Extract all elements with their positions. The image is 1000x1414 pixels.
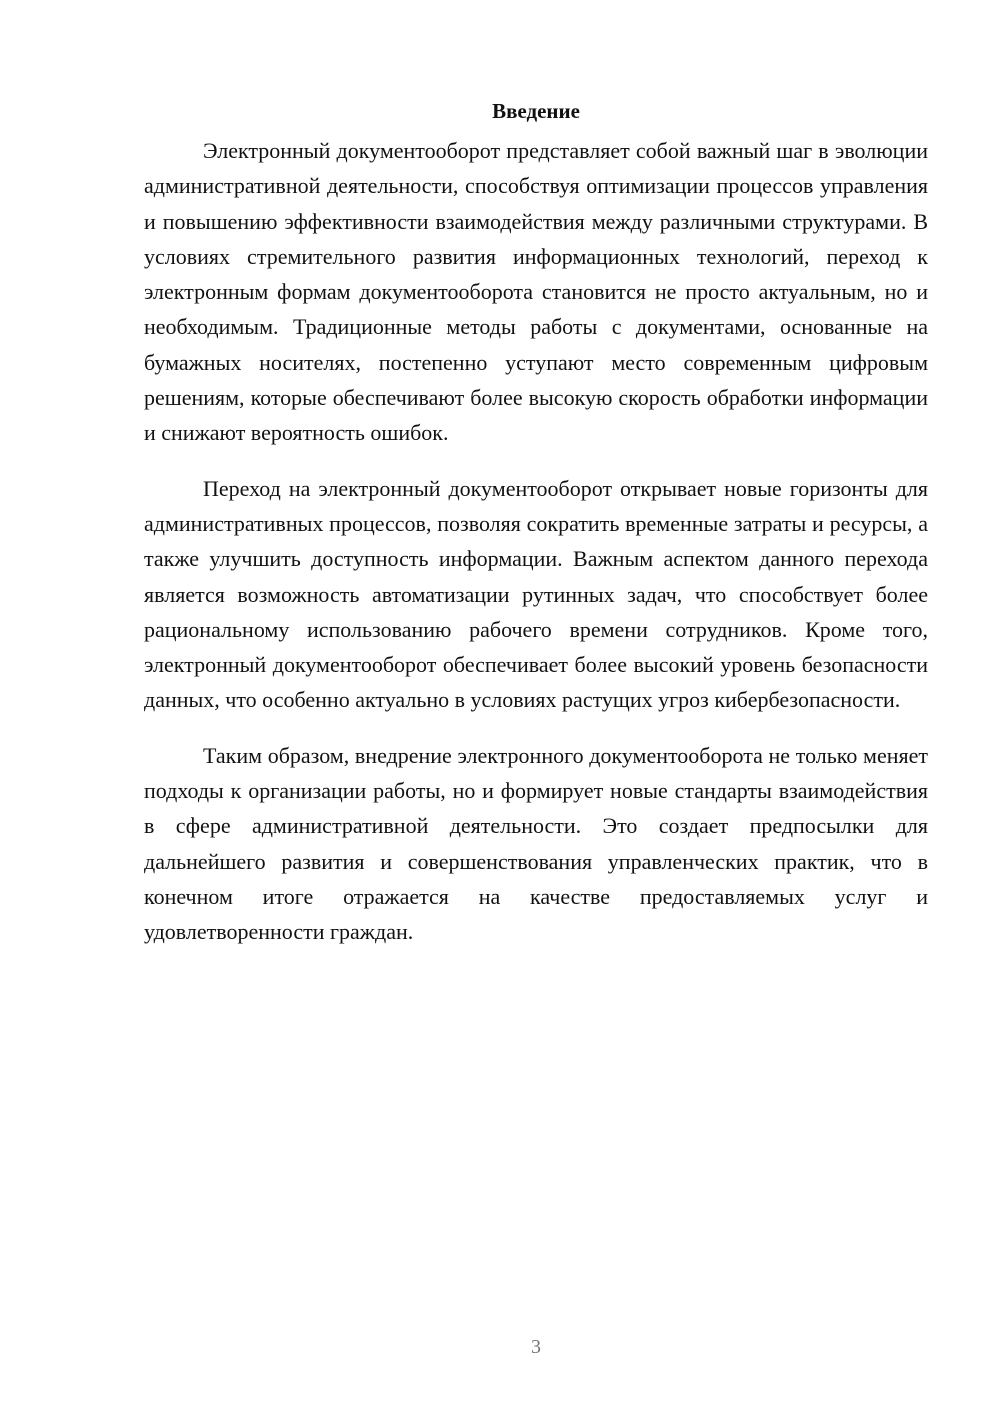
paragraph-1: Электронный документооборот представляет собой важный шаг в эволюции административной деятельности, способствуя оптимизации процессов управления и повышению эффективности взаимодействия между различными структурами. В условиях стремительного развития информационных технологий, переход к электронным формам документооборота становится не просто актуальным, но и необходимым. Традиционные методы работы с документами, основанные на бумажных носителях, постепенно уступают место современным цифровым решениям, которые обеспечивают более высокую скорость обработки информации и снижают вероятность ошибок. (144, 138, 928, 446)
paragraph-3: Таким образом, внедрение электронного документооборота не только меняет подходы к организации работы, но и формирует новые стандарты взаимодействия в сфере административной деятельности. Это создает предпосылки для дальнейшего развития и совершенствования управленческих практик, что в конечном итоге отражается на качестве предоставляемых услуг и удовлетворенности граждан. (144, 742, 928, 945)
page-content (144, 94, 928, 970)
section-title: Введение (492, 99, 580, 123)
paragraph-2: Переход на электронный документооборот открывает новые горизонты для административных процессов, позволяя сократить временные затраты и ресурсы, а также улучшить доступность информации. Важным аспектом данного перехода является возможность автоматизации рутинных задач, что способствует более рациональному использованию рабочего времени сотрудников. Кроме того, электронный документооборот обеспечивает более высокий уровень безопасности данных, что особенно актуально в условиях растущих угроз кибербезопасности. (144, 475, 928, 713)
page-number: 3 (531, 1336, 541, 1358)
